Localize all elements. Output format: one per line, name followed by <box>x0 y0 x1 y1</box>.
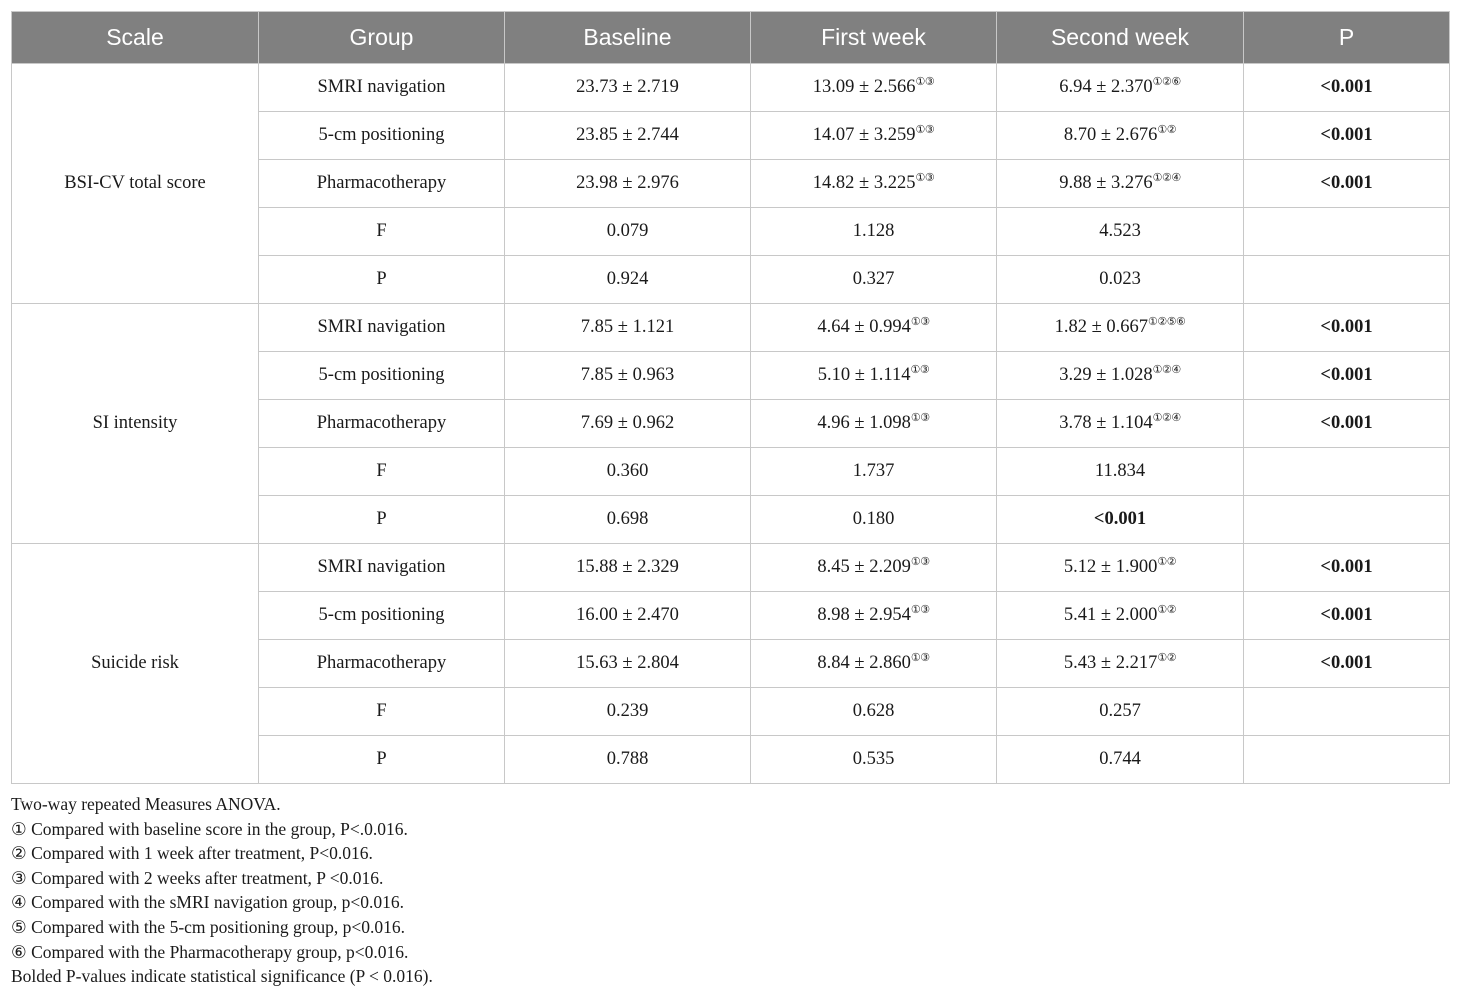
header-p: P <box>1244 12 1450 64</box>
footnote-line: Bolded P-values indicate statistical significance (P < 0.016). <box>11 966 433 987</box>
header-baseline: Baseline <box>505 12 751 64</box>
scale-cell: BSI-CV total score <box>12 64 259 304</box>
second-week-value: <0.001 <box>1093 509 1147 529</box>
baseline-cell: 16.00 ± 2.470 <box>505 592 751 640</box>
table-row <box>12 304 1450 352</box>
baseline-cell: 0.924 <box>505 256 751 304</box>
second-week-value: 5.41 ± 2.000 <box>1063 605 1158 625</box>
first-week-value: 4.64 ± 0.994 <box>817 317 911 337</box>
scale-cell: Suicide risk <box>12 544 259 784</box>
first-week-cell <box>751 448 997 496</box>
second-week-value: 0.744 <box>1099 749 1141 769</box>
baseline-cell: 23.85 ± 2.744 <box>505 112 751 160</box>
second-week-cell <box>997 448 1244 496</box>
first-week-significance-mark: ①③ <box>910 412 930 424</box>
second-week-cell <box>997 736 1244 784</box>
first-week-value: 14.82 ± 3.225 <box>812 173 916 193</box>
first-week-cell <box>751 592 997 640</box>
first-week-value: 0.180 <box>852 509 895 529</box>
second-week-cell <box>997 208 1244 256</box>
second-week-significance-mark: ①②④ <box>1152 172 1181 184</box>
group-cell: 5-cm positioning <box>259 592 505 640</box>
footnote-line: ② Compared with 1 week after treatment, P<0.016. <box>11 843 373 864</box>
second-week-significance-mark: ①② <box>1157 604 1177 616</box>
second-week-cell <box>997 64 1244 112</box>
scale-cell: SI intensity <box>12 304 259 544</box>
p-value-cell: <0.001 <box>1244 640 1450 688</box>
second-week-significance-mark: ①②④ <box>1152 364 1181 376</box>
second-week-value: 3.78 ± 1.104 <box>1059 413 1153 433</box>
group-cell: F <box>259 208 505 256</box>
first-week-value: 13.09 ± 2.566 <box>812 77 916 97</box>
first-week-value: 5.10 ± 1.114 <box>817 365 911 385</box>
first-week-cell <box>751 352 997 400</box>
first-week-value: 0.628 <box>852 701 895 721</box>
baseline-cell: 15.88 ± 2.329 <box>505 544 751 592</box>
first-week-cell <box>751 256 997 304</box>
first-week-significance-mark: ①③ <box>910 556 930 568</box>
second-week-significance-mark: ①②⑤⑥ <box>1147 316 1186 328</box>
group-cell: P <box>259 256 505 304</box>
baseline-cell: 0.788 <box>505 736 751 784</box>
first-week-cell <box>751 736 997 784</box>
header-second-week: Second week <box>997 12 1244 64</box>
second-week-value: 6.94 ± 2.370 <box>1059 77 1153 97</box>
baseline-cell: 15.63 ± 2.804 <box>505 640 751 688</box>
table-row <box>12 544 1450 592</box>
first-week-cell <box>751 400 997 448</box>
second-week-cell <box>997 496 1244 544</box>
p-value-cell <box>1244 736 1450 784</box>
p-value-cell <box>1244 448 1450 496</box>
second-week-value: 1.82 ± 0.667 <box>1054 317 1148 337</box>
first-week-value: 14.07 ± 3.259 <box>812 125 916 145</box>
second-week-cell <box>997 688 1244 736</box>
p-value-cell: <0.001 <box>1244 400 1450 448</box>
first-week-value: 0.535 <box>852 749 895 769</box>
first-week-significance-mark: ①③ <box>910 604 930 616</box>
p-value-cell: <0.001 <box>1244 592 1450 640</box>
p-value-cell <box>1244 256 1450 304</box>
baseline-cell: 0.360 <box>505 448 751 496</box>
first-week-cell <box>751 208 997 256</box>
group-cell: SMRI navigation <box>259 64 505 112</box>
group-cell: 5-cm positioning <box>259 112 505 160</box>
baseline-cell: 23.73 ± 2.719 <box>505 64 751 112</box>
header-group: Group <box>259 12 505 64</box>
p-value-cell: <0.001 <box>1244 352 1450 400</box>
p-value-cell <box>1244 496 1450 544</box>
second-week-cell <box>997 304 1244 352</box>
first-week-cell <box>751 640 997 688</box>
second-week-cell <box>997 352 1244 400</box>
second-week-significance-mark: ①② <box>1157 124 1177 136</box>
results-table <box>11 11 1450 784</box>
second-week-cell <box>997 544 1244 592</box>
first-week-significance-mark: ①③ <box>910 652 930 664</box>
p-value-cell: <0.001 <box>1244 304 1450 352</box>
baseline-cell: 0.698 <box>505 496 751 544</box>
second-week-cell <box>997 640 1244 688</box>
second-week-value: 0.023 <box>1099 269 1141 289</box>
group-cell: P <box>259 736 505 784</box>
first-week-value: 4.96 ± 1.098 <box>817 413 911 433</box>
second-week-cell <box>997 112 1244 160</box>
second-week-value: 0.257 <box>1099 701 1141 721</box>
first-week-value: 8.84 ± 2.860 <box>817 653 911 673</box>
first-week-significance-mark: ①③ <box>910 364 930 376</box>
first-week-significance-mark: ①③ <box>915 124 935 136</box>
first-week-cell <box>751 160 997 208</box>
table-body <box>12 64 1450 784</box>
group-cell: Pharmacotherapy <box>259 400 505 448</box>
second-week-cell <box>997 256 1244 304</box>
second-week-value: 8.70 ± 2.676 <box>1063 125 1158 145</box>
first-week-cell <box>751 112 997 160</box>
group-cell: SMRI navigation <box>259 304 505 352</box>
first-week-cell <box>751 64 997 112</box>
first-week-cell <box>751 304 997 352</box>
second-week-significance-mark: ①②④ <box>1152 412 1181 424</box>
group-cell: F <box>259 448 505 496</box>
first-week-value: 0.327 <box>852 269 895 289</box>
group-cell: SMRI navigation <box>259 544 505 592</box>
results-table-container <box>11 11 1449 989</box>
first-week-cell <box>751 688 997 736</box>
p-value-cell: <0.001 <box>1244 112 1450 160</box>
first-week-value: 1.737 <box>852 461 895 481</box>
second-week-value: 5.43 ± 2.217 <box>1063 653 1158 673</box>
second-week-significance-mark: ①②⑥ <box>1152 76 1181 88</box>
first-week-value: 1.128 <box>852 221 895 241</box>
first-week-significance-mark: ①③ <box>915 76 935 88</box>
group-cell: 5-cm positioning <box>259 352 505 400</box>
group-cell: P <box>259 496 505 544</box>
second-week-value: 4.523 <box>1099 221 1141 241</box>
table-footnotes <box>11 792 1449 989</box>
first-week-value: 8.98 ± 2.954 <box>817 605 911 625</box>
baseline-cell: 23.98 ± 2.976 <box>505 160 751 208</box>
group-cell: Pharmacotherapy <box>259 640 505 688</box>
group-cell: F <box>259 688 505 736</box>
header-scale: Scale <box>12 12 259 64</box>
footnote-line: ③ Compared with 2 weeks after treatment, P <0.016. <box>11 867 384 888</box>
first-week-significance-mark: ①③ <box>915 172 935 184</box>
footnote-line: ⑤ Compared with the 5-cm positioning group, p<0.016. <box>11 916 405 937</box>
first-week-cell <box>751 496 997 544</box>
p-value-cell <box>1244 208 1450 256</box>
second-week-value: 9.88 ± 3.276 <box>1059 173 1153 193</box>
second-week-value: 11.834 <box>1094 461 1146 481</box>
footnote-line: ⑥ Compared with the Pharmacotherapy group, p<0.016. <box>11 941 409 962</box>
baseline-cell: 7.69 ± 0.962 <box>505 400 751 448</box>
baseline-cell: 7.85 ± 0.963 <box>505 352 751 400</box>
second-week-value: 3.29 ± 1.028 <box>1059 365 1153 385</box>
second-week-cell <box>997 160 1244 208</box>
second-week-significance-mark: ①② <box>1157 556 1177 568</box>
footnote-line: Two-way repeated Measures ANOVA. <box>11 794 281 814</box>
group-cell: Pharmacotherapy <box>259 160 505 208</box>
p-value-cell <box>1244 688 1450 736</box>
p-value-cell: <0.001 <box>1244 544 1450 592</box>
first-week-significance-mark: ①③ <box>910 316 930 328</box>
second-week-value: 5.12 ± 1.900 <box>1063 557 1158 577</box>
first-week-cell <box>751 544 997 592</box>
table-row <box>12 64 1450 112</box>
baseline-cell: 0.239 <box>505 688 751 736</box>
second-week-cell <box>997 592 1244 640</box>
p-value-cell: <0.001 <box>1244 64 1450 112</box>
header-first-week: First week <box>751 12 997 64</box>
second-week-significance-mark: ①② <box>1157 652 1177 664</box>
footnote-line: ① Compared with baseline score in the group, P<.0.016. <box>11 818 408 839</box>
second-week-cell <box>997 400 1244 448</box>
first-week-value: 8.45 ± 2.209 <box>817 557 911 577</box>
baseline-cell: 7.85 ± 1.121 <box>505 304 751 352</box>
p-value-cell: <0.001 <box>1244 160 1450 208</box>
table-header-row <box>12 12 1450 64</box>
footnote-line: ④ Compared with the sMRI navigation group, p<0.016. <box>11 892 405 913</box>
baseline-cell: 0.079 <box>505 208 751 256</box>
